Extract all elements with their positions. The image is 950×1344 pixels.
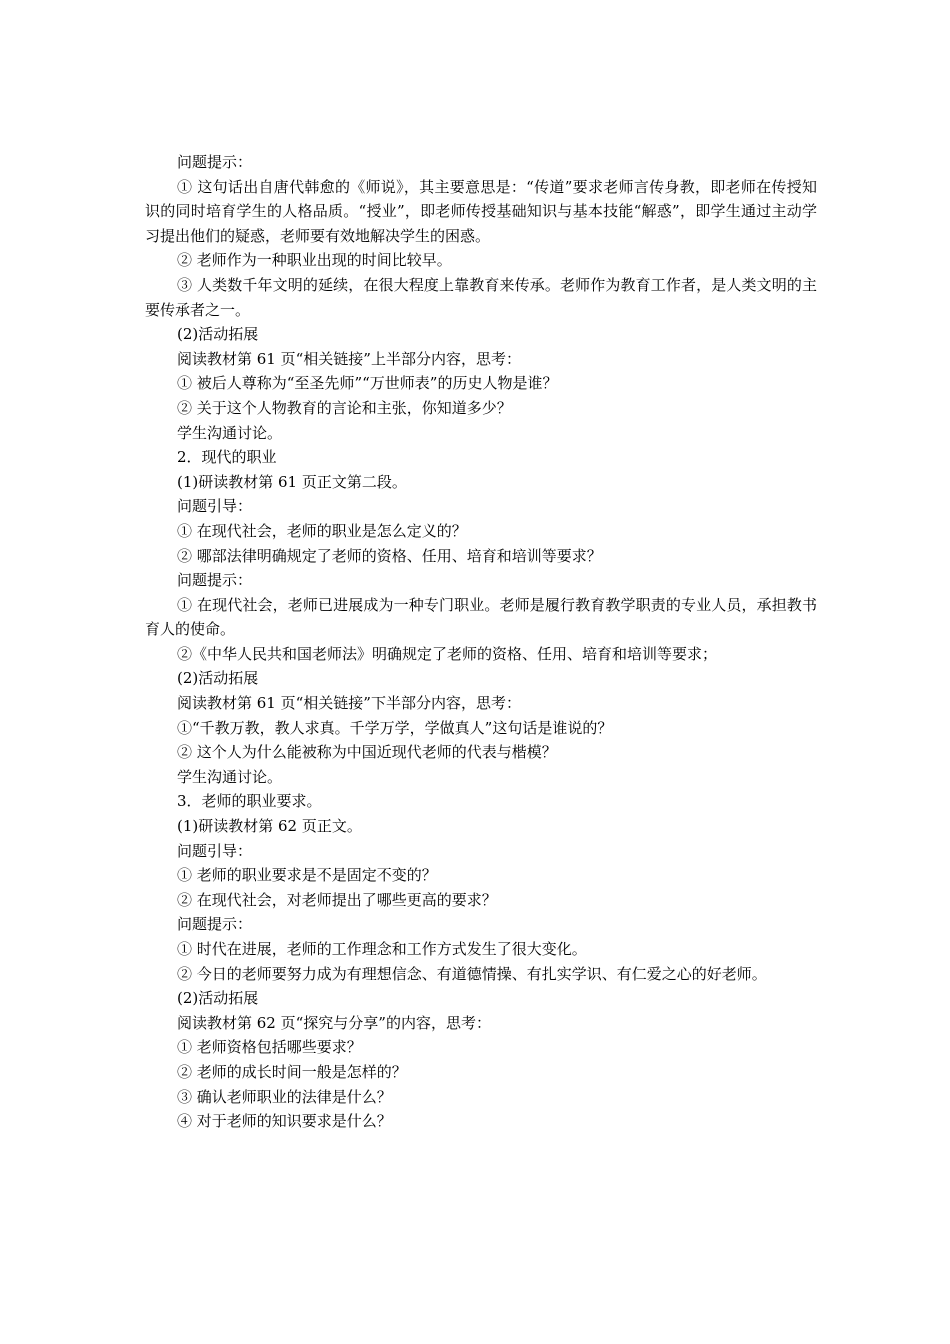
paragraph: 学生沟通讨论。 <box>177 423 283 442</box>
paragraph: (2)活动拓展 <box>177 989 259 1008</box>
paragraph: ② 在现代社会，对老师提出了哪些更高的要求？ <box>177 890 497 909</box>
paragraph: 问题提示： <box>177 915 253 934</box>
paragraph: (2)活动拓展 <box>177 325 259 344</box>
paragraph: ② 今日的老师要努力成为有理想信念、有道德情操、有扎实学识、有仁爱之心的好老师。 <box>177 964 767 983</box>
paragraph: 学生沟通讨论。 <box>177 767 283 786</box>
section-heading: 2．现代的职业 <box>177 448 277 467</box>
paragraph: ① 被后人尊称为“至圣先师”“万世师表”的历史人物是谁？ <box>177 374 558 393</box>
paragraph: ① 在现代社会，老师的职业是怎么定义的？ <box>177 521 467 540</box>
paragraph: 阅读教材第 61 页“相关链接”上半部分内容，思考： <box>177 349 521 368</box>
paragraph: (1)研读教材第 62 页正文。 <box>177 817 362 836</box>
paragraph: ② 这个人为什么能被称为中国近现代老师的代表与楷模？ <box>177 743 557 762</box>
paragraph: 问题引导： <box>177 497 253 516</box>
paragraph: ②《中华人民共和国老师法》明确规定了老师的资格、任用、培育和培训等要求； <box>177 644 718 663</box>
paragraph: 阅读教材第 62 页“探究与分享”的内容，思考： <box>177 1013 491 1032</box>
paragraph: ① 老师的职业要求是不是固定不变的？ <box>177 866 437 885</box>
paragraph: ①“千教万教，教人求真。千学万学，学做真人”这句话是谁说的？ <box>177 718 613 737</box>
paragraph: (1)研读教材第 61 页正文第二段。 <box>177 472 407 491</box>
paragraph: 问题提示： <box>177 153 253 171</box>
paragraph: ① 在现代社会，老师已进展成为一种专门职业。老师是履行教育教学职责的专业人员，承担教书育人的使命。 <box>145 595 817 639</box>
paragraph: ④ 对于老师的知识要求是什么？ <box>177 1112 392 1131</box>
paragraph: 阅读教材第 61 页“相关链接”下半部分内容，思考： <box>177 694 521 713</box>
paragraph: ② 老师的成长时间一般是怎样的？ <box>177 1062 407 1081</box>
paragraph: ① 时代在进展，老师的工作理念和工作方式发生了很大变化。 <box>177 940 587 958</box>
paragraph: ② 哪部法律明确规定了老师的资格、任用、培育和培训等要求？ <box>177 546 602 565</box>
paragraph: ③ 人类数千年文明的延续，在很大程度上靠教育来传承。老师作为教育工作者，是人类文明的主要传承者之一。 <box>145 275 817 319</box>
paragraph: 问题引导： <box>177 841 253 860</box>
paragraph: ② 关于这个人物教育的言论和主张，你知道多少？ <box>177 398 512 417</box>
paragraph: 问题提示： <box>177 571 253 590</box>
document-body <box>145 150 817 1134</box>
paragraph: ③ 确认老师职业的法律是什么？ <box>177 1087 392 1106</box>
paragraph: ① 这句话出自唐代韩愈的《师说》，其主要意思是：“传道”要求老师言传身教，即老师在传授知识的同时培育学生的人格品质。“授业”，即老师传授基础知识与基本技能“解惑”，即学生通过主动学习提出他们的疑惑，老师要有效地解决学生的困惑。 <box>145 177 817 245</box>
paragraph: ② 老师作为一种职业出现的时间比较早。 <box>177 251 452 270</box>
paragraph: (2)活动拓展 <box>177 669 259 688</box>
paragraph: ① 老师资格包括哪些要求？ <box>177 1038 362 1057</box>
section-heading: 3．老师的职业要求。 <box>177 792 322 811</box>
